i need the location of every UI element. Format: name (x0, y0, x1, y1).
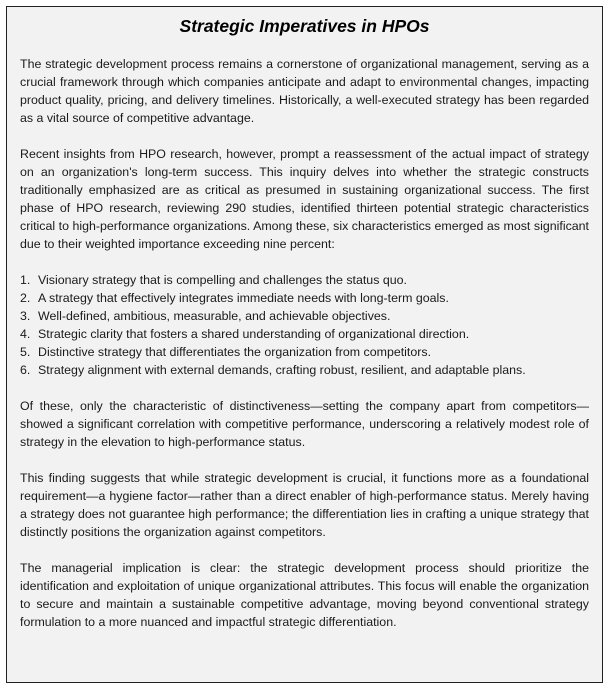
list-item-number: 4. (20, 327, 31, 341)
list-item (20, 325, 589, 343)
paragraph-intro: The strategic development process remains a cornerstone of organizational management, serving as a crucial framework through which companies anticipate and adapt to environmental changes, impacting product quality, pricing, and delivery timelines. Historically, a well-executed strategy has been regarded as a vital source of competitive advantage. (20, 57, 589, 125)
document-title: Strategic Imperatives in HPOs (179, 16, 430, 36)
list-item-number: 1. (20, 273, 31, 287)
list-item-text: Visionary strategy that is compelling and challenges the status quo. (38, 273, 407, 287)
paragraph-finding: This finding suggests that while strategic development is crucial, it functions more as a foundational requirement—a hygiene factor—rather than a direct enabler of high-performance status. Merely having a strategy does not guarantee high performance; the differentiation lies in crafting a unique strategy that distinctly positions the organization against competitors. (20, 471, 589, 539)
list-item (20, 361, 589, 379)
list-item (20, 307, 589, 325)
list-item-text: Strategy alignment with external demands, crafting robust, resilient, and adaptable plans. (38, 363, 526, 377)
list-item-number: 5. (20, 345, 31, 359)
list-item (20, 343, 589, 361)
list-item-text: Strategic clarity that fosters a shared understanding of organizational direction. (38, 327, 470, 341)
list-item-text: Distinctive strategy that differentiates the organization from competitors. (38, 345, 432, 359)
list-item-text: A strategy that effectively integrates immediate needs with long-term goals. (38, 291, 449, 305)
paragraph-distinctiveness: Of these, only the characteristic of distinctiveness—setting the company apart from competitors—showed a significant correlation with competitive performance, underscoring a relatively modest role of strategy in the elevation to high-performance status. (20, 399, 589, 449)
list-item-number: 3. (20, 309, 31, 323)
characteristics-list (20, 271, 589, 379)
list-item-number: 2. (20, 291, 31, 305)
list-item-number: 6. (20, 363, 31, 377)
paragraph-implication: The managerial implication is clear: the strategic development process should prioritize the identification and exploitation of unique organizational attributes. This focus will enable the organization to secure and maintain a sustainable competitive advantage, moving beyond conventional strategy formulation to a more nuanced and impactful strategic differentiation. (20, 561, 589, 629)
paragraph-research: Recent insights from HPO research, however, prompt a reassessment of the actual impact of strategy on an organization's long-term success. This inquiry delves into whether the strategic constructs traditionally emphasized are as critical as presumed in sustaining organizational success. The first phase of HPO research, reviewing 290 studies, identified thirteen potential strategic characteristics critical to high-performance organizations. Among these, six characteristics emerged as most significant due to their weighted importance exceeding nine percent: (20, 147, 589, 251)
list-item-text: Well-defined, ambitious, measurable, and achievable objectives. (38, 309, 391, 323)
list-item (20, 289, 589, 307)
list-item (20, 271, 589, 289)
document-box (6, 6, 603, 683)
